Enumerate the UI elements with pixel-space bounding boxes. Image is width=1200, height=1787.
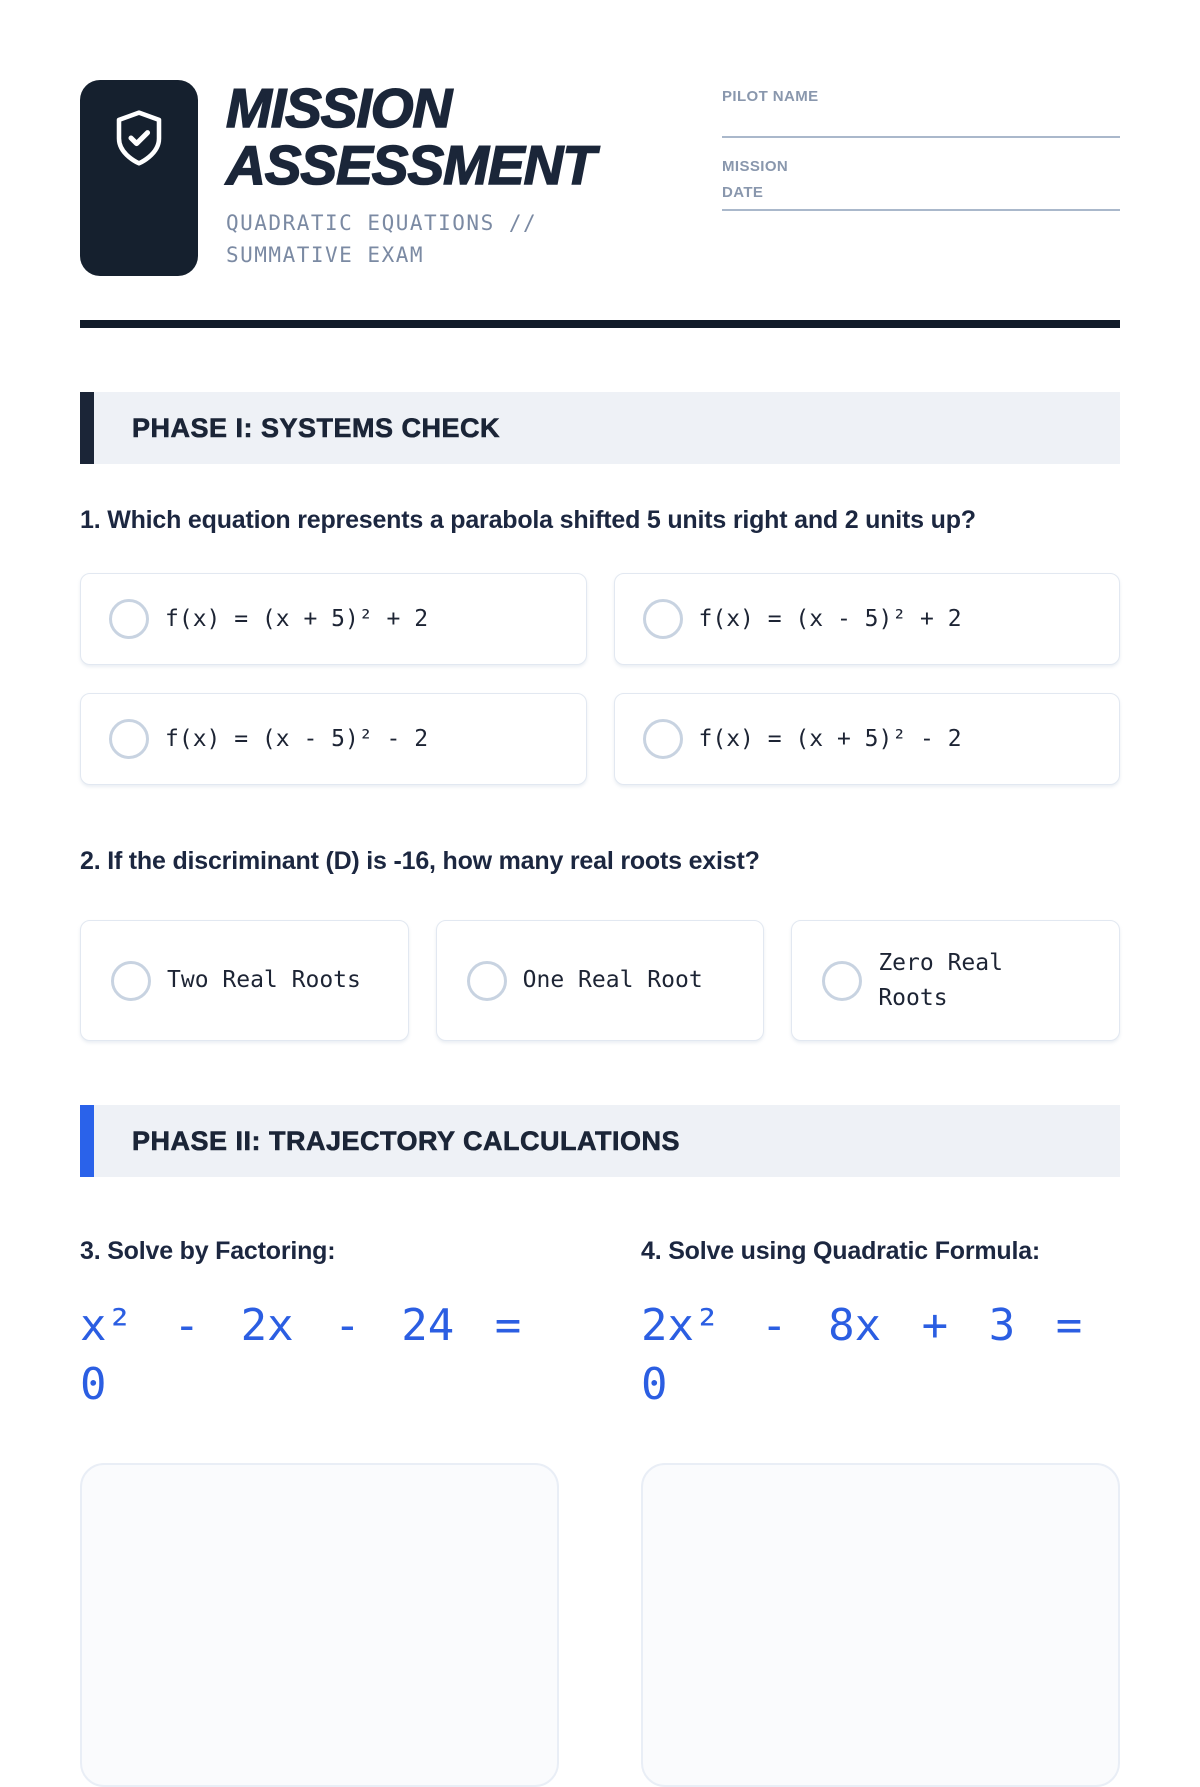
app-logo <box>80 80 198 276</box>
q2-option-c[interactable] <box>791 920 1120 1041</box>
q4-equation: 2x² - 8x + 3 = 0 <box>641 1300 1083 1411</box>
radio-icon[interactable] <box>109 599 149 639</box>
radio-icon[interactable] <box>643 599 683 639</box>
question-2-options <box>80 920 1120 1041</box>
q2-option-b-label: One Real Root <box>522 967 703 994</box>
q1-option-d-label: f(x) = (x + 5)² - 2 <box>698 725 962 752</box>
pilot-name-label: PILOT NAME <box>722 88 819 105</box>
q1-option-b-label: f(x) = (x - 5)² + 2 <box>698 605 962 632</box>
phase2-heading: PHASE II: TRAJECTORY CALCULATIONS <box>132 1125 681 1156</box>
q3-equation: x² - 2x - 24 = 0 <box>80 1300 522 1411</box>
q1-option-c[interactable] <box>80 693 587 785</box>
q1-option-d[interactable] <box>614 693 1121 785</box>
radio-icon[interactable] <box>643 719 683 759</box>
section-header-phase1 <box>80 392 1120 464</box>
q2-option-c-label: Zero Real Roots <box>878 950 1003 1011</box>
question-1-text: 1. Which equation represents a parabola shifted 5 units right and 2 units up? <box>80 506 976 534</box>
mission-date-input[interactable] <box>722 154 1120 211</box>
pilot-name-input[interactable] <box>722 84 1120 138</box>
radio-icon[interactable] <box>822 961 862 1001</box>
header-fields <box>722 80 1120 227</box>
q3-work-area[interactable] <box>80 1463 559 1787</box>
radio-icon[interactable] <box>467 961 507 1001</box>
shield-check-icon <box>107 102 171 174</box>
radio-icon[interactable] <box>111 961 151 1001</box>
title-block <box>226 77 666 271</box>
page-subtitle: QUADRATIC EQUATIONS // SUMMATIVE EXAM <box>226 211 538 267</box>
question-3-block <box>80 1237 559 1787</box>
question-1-options <box>80 573 1120 785</box>
question-4-text: 4. Solve using Quadratic Formula: <box>641 1237 1041 1265</box>
header <box>80 77 1120 276</box>
phase2-columns <box>80 1237 1120 1787</box>
question-3-text: 3. Solve by Factoring: <box>80 1237 336 1265</box>
q2-option-a[interactable] <box>80 920 409 1041</box>
q1-option-a[interactable] <box>80 573 587 665</box>
q2-option-b[interactable] <box>436 920 765 1041</box>
q1-option-a-label: f(x) = (x + 5)² + 2 <box>165 605 429 632</box>
q4-work-area[interactable] <box>641 1463 1120 1787</box>
header-divider <box>80 320 1120 328</box>
section-header-phase2 <box>80 1105 1120 1177</box>
q2-option-a-label: Two Real Roots <box>167 967 361 994</box>
q1-option-b[interactable] <box>614 573 1121 665</box>
phase1-heading: PHASE I: SYSTEMS CHECK <box>132 412 501 443</box>
mission-date-label: MISSION DATE <box>722 158 789 201</box>
page-title: MISSION ASSESSMENT <box>226 77 595 197</box>
question-4-block <box>641 1237 1120 1787</box>
question-2-text: 2. If the discriminant (D) is -16, how many real roots exist? <box>80 847 760 875</box>
radio-icon[interactable] <box>109 719 149 759</box>
q1-option-c-label: f(x) = (x - 5)² - 2 <box>165 725 429 752</box>
